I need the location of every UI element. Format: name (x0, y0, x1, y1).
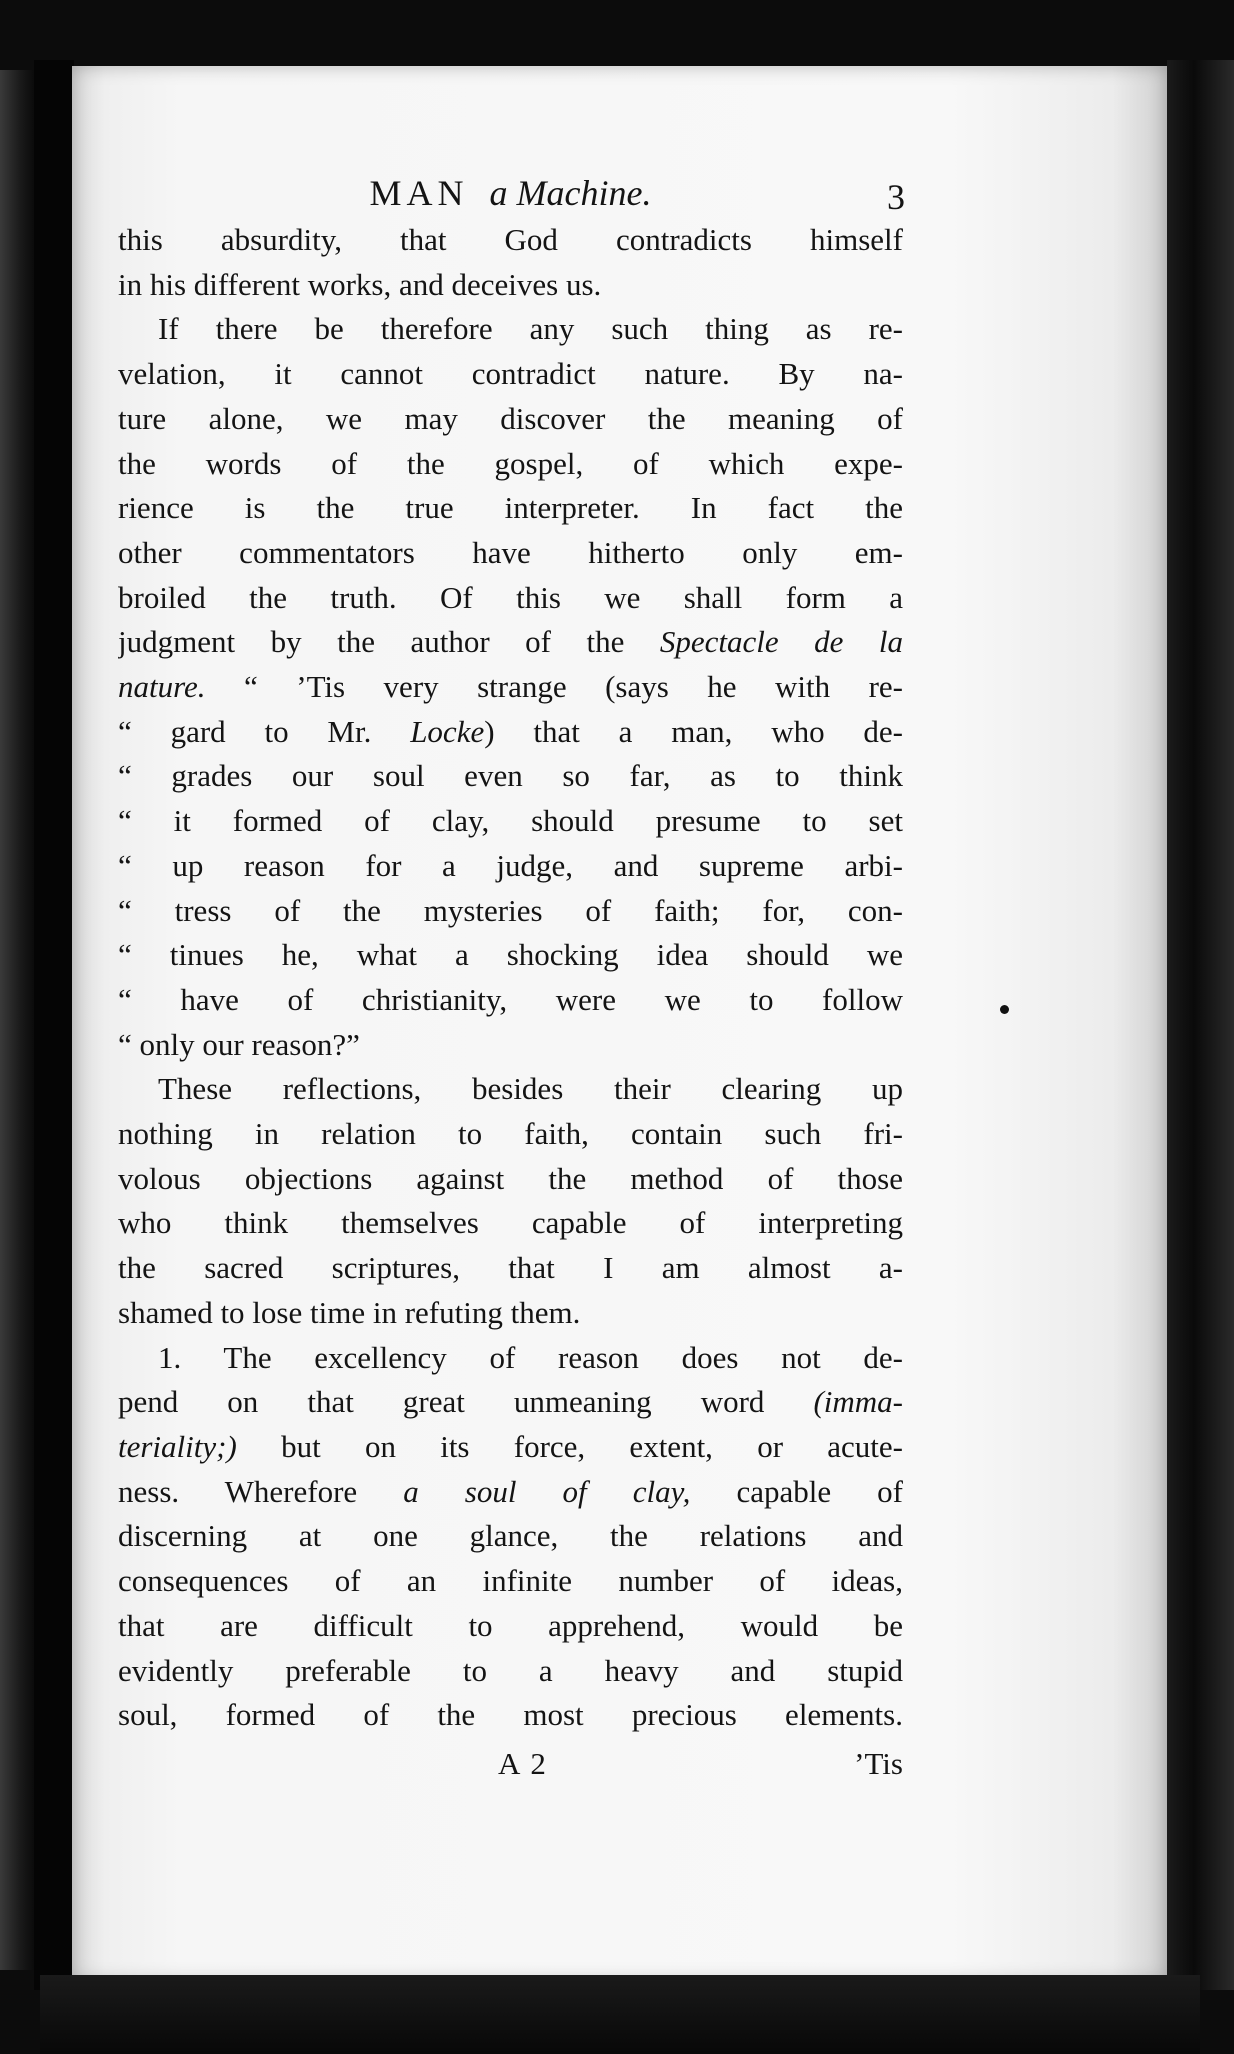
text-span: ) that a man, who de- (484, 713, 903, 749)
ink-speck (1000, 1005, 1009, 1014)
text-line: velation, it cannot contradict nature. By na- (118, 356, 903, 392)
text-line: nothing in relation to faith, contain such fri- (118, 1116, 903, 1152)
text-line: broiled the truth. Of this we shall form a (118, 579, 903, 615)
paragraph-4 (118, 1336, 903, 1738)
catchword: ’Tis (854, 1745, 903, 1781)
text-line: These reflections, besides their clearing up (158, 1071, 903, 1107)
italic-phrase: a soul of clay, (403, 1473, 691, 1509)
italic-term: (imma- (813, 1384, 903, 1420)
text-line: in his different works, and deceives us. (118, 266, 602, 302)
italic-term: teriality;) (118, 1428, 237, 1464)
text-line: volous objections against the method of those (118, 1160, 903, 1196)
text-span: “ gard to Mr. (118, 713, 372, 749)
italic-name: Locke (410, 713, 485, 749)
text-line: the sacred scriptures, that I am almost a- (118, 1250, 903, 1286)
paragraph-3 (118, 1067, 903, 1335)
italic-title: nature. (118, 669, 206, 705)
text-line: consequences of an infinite number of ideas, (118, 1563, 903, 1599)
text-line: ture alone, we may discover the meaning of (118, 400, 903, 436)
text-line: evidently preferable to a heavy and stupid (118, 1652, 903, 1688)
text-span: capable of (736, 1473, 903, 1509)
text-line (118, 620, 903, 665)
text-line (118, 1425, 903, 1470)
text-line: other commentators have hitherto only em- (118, 534, 903, 570)
text-line: “ it formed of clay, should presume to set (118, 803, 903, 839)
text-span: but on its force, extent, or acute- (281, 1428, 903, 1464)
page-number: 3 (887, 177, 905, 217)
spine-shadow (34, 60, 74, 1990)
text-line: soul, formed of the most precious elements. (118, 1697, 903, 1733)
text-span: ness. Wherefore (118, 1473, 358, 1509)
text-line: If there be therefore any such thing as re- (158, 311, 903, 347)
text-line: “ tress of the mysteries of faith; for, con- (118, 892, 903, 928)
text-span: judgment by the author of the (118, 624, 625, 660)
right-page-edge (1167, 60, 1234, 1990)
text-line: “ tinues he, what a shocking idea should we (118, 937, 903, 973)
text-line: shamed to lose time in refuting them. (118, 1294, 581, 1330)
page-text (118, 170, 903, 1788)
text-line: “ up reason for a judge, and supreme arbi- (118, 847, 903, 883)
text-line: who think themselves capable of interpreting (118, 1205, 903, 1241)
italic-title: Spectacle de la (659, 624, 903, 660)
running-head (118, 170, 903, 216)
text-line: 1. The excellency of reason does not de- (158, 1339, 903, 1375)
text-line: “ have of christianity, were we to follow (118, 981, 903, 1017)
bottom-page-edge (40, 1975, 1200, 2054)
text-line (118, 710, 903, 755)
text-span: pend on that great unmeaning word (118, 1384, 765, 1420)
paragraph-1 (118, 218, 903, 307)
signature-mark: A 2 (498, 1745, 548, 1781)
paragraph-2 (118, 307, 903, 1067)
text-line (118, 1470, 903, 1515)
text-line: that are difficult to apprehend, would be (118, 1607, 903, 1643)
text-line: the words of the gospel, of which expe- (118, 445, 903, 481)
text-line (118, 1380, 903, 1425)
running-head-title: MAN (369, 173, 469, 213)
text-line: “ only our reason?” (118, 1026, 360, 1062)
text-line: discerning at one glance, the relations and (118, 1518, 903, 1554)
text-span: “ ’Tis very strange (says he with re- (244, 669, 903, 705)
page-footer (118, 1742, 903, 1788)
text-line (118, 665, 903, 710)
running-head-subtitle: a Machine. (489, 173, 652, 213)
text-line: this absurdity, that God contradicts himself (118, 222, 903, 257)
left-page-edge (0, 70, 34, 1970)
text-line: rience is the true interpreter. In fact the (118, 490, 903, 526)
text-line: “ grades our soul even so far, as to think (118, 758, 903, 794)
